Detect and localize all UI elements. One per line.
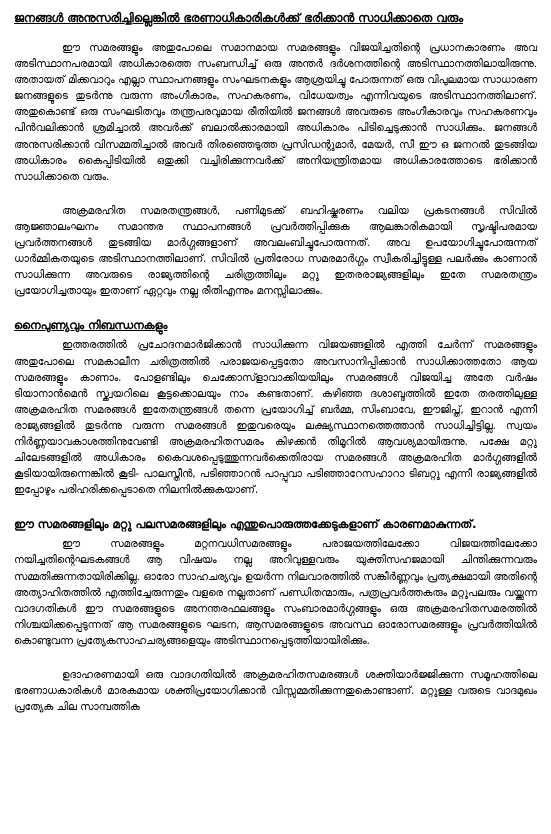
paragraph-3: ഇത്തരത്തിൽ പ്രചോദനമാർജിക്കാൻ സാധിക്കുന്ന വിജയങ്ങളിൽ എത്തി ചേർന്ന് സമരങ്ങളും അതുപോലെ സമകാലീന ചരിത്രത്തിൽ പരാജയപ്പെട്ടതോ അവസാനിപ്പിക്കാൻ സാധിക്കാത്തതോ ആയ സമരങ്ങളും കാണാം. പോളണ്ടിലും ചെക്കോസ്ളാവാക്കിയയിലും സമരങ്ങൾ വിജയിച്ച അതേ വർഷം ടിയാനാൻമെൻ സ്ക്വയറിലെ കൂട്ടക്കൊലയും നാം കണ്ടതാണ്. കഴിഞ്ഞ ദശാബ്ദത്തിൽ ഇതേ തരത്തിലുള്ള അക്രമരഹിത സമരങ്ങൾ ഇതേതന്ത്രങ്ങൾ തന്നെ പ്രയോഗിച്ച് ബർമ്മ, സിംബാവേ, ഈജിപ്ത്, ഇറാൻ എന്നീ രാജ്യങ്ങളിൽ തുടർന്നു വരുന്ന സമരങ്ങൾ ഇതുവരെയും ലക്ഷ്യസ്ഥാനത്തെത്താൻ സാധിച്ചിട്ടില്ല. സ്വയം നിർണ്ണയാവകാശത്തിനുവേണ്ടി അക്രമരഹിതസമരം കിഴക്കൻ തിമൂറിൽ ആവശ്യമായിരുന്നു. പക്ഷേ മറ്റു ചിലേടങ്ങളിൽ അധികാരം കൈവശപ്പെടുത്തുന്നവർക്കെതിരായ സമരങ്ങൾ അക്രമരഹിത മാർഗ്ഗങ്ങളിൽ കൂടിയായിരുന്നെങ്കിൽ കൂടി- പാലസ്തീൻ, പടിഞ്ഞാറൻ പാപ്പുവാ പടിഞ്ഞാറേസഹാറാ ടിബറ്റു എന്നീ രാജ്യങ്ങളിൽ ഇപ്പോഴും പരിഹരിക്കപ്പെടാതെ നിലനിൽക്കുകയാണ്. xyxy=(14,339,537,497)
paragraph-5: ഉദാഹരണമായി ഒരു വാദഗതിയിൽ അക്രമരഹിതസമരങ്ങൾ ശക്തിയാർജ്ജിക്കുന്ന സമൂഹത്തിലെ ഭരണാധകാരികൾ മാരകമായ ശക്തിപ്രയോഗിക്കാൻ വിസ്സമ്മതിക്കുന്നതുകൊണ്ടാണ്. മറ്റുള്ള വരുടെ വാദമുഖം പ്രത്യേക ചില സാമ്പത്തിക xyxy=(14,669,537,714)
section-heading-skills: നൈപുണ്യവും നിബന്ധനകളും xyxy=(14,318,168,333)
section-heading-discrepancies: ഈ സമരങ്ങളിലും മറ്റു പലസമരങ്ങളിലും എന്തുപൊരുത്തക്കേടുകളാണ് കാരണമാകുന്നത്. xyxy=(14,517,477,532)
paragraph-1: ഈ സമരങ്ങളും അതുപോലെ സമാനമായ സമരങ്ങളും വിജയിച്ചതിന്റെ പ്രധാനകാരണം അവ അടിസ്ഥാനപരമായി അധികാരത്തെ സംബന്ധിച്ച് ഒരു അന്തർ ദർശനത്തിന്റെ അടിസ്ഥാനത്തിലായിരുന്നു. അതായത് മിക്കവാറും എല്ലാ സ്ഥാപനങ്ങളും സംഘടനകളും ആശ്രയിച്ചു പോരുന്നത് ഒരു വിപുലമായ സാധാരണ ജനങ്ങളുടെ തുടർന്നു വരുന്ന അംഗീകാരം, സഹകരണം, വിധേയത്വം എന്നിവയുടെ അടിസ്ഥാനത്തിലാണ്. അതുകൊണ്ട് ഒരു സംഘടിതവും തന്ത്രപരവുമായ രീതിയിൽ ജനങ്ങൾ അവരുടെ അംഗീകാരവും സഹകരണവും പിൻവലിക്കാൻ ശ്രമിച്ചാൽ അവർക്ക് ബലാൽക്കാരമായി അധികാരം പിടിച്ചെടുക്കാൻ സാധിക്കും. ജനങ്ങൾ അനുസരിക്കാൻ വിസമ്മതിച്ചാൽ അവർ തിരഞ്ഞെടുത്ത പ്രസിഡന്റുമാർ, മേയർ, സീ ഈ ഒ ജനറൽ തുടങ്ങിയ അധികാരം കൈപ്പിടിയിൽ ഒതുക്കി വച്ചിരിക്കുന്നവർക്ക് അനിയന്ത്രിതമായ അധികാരത്തോടെ ഭരിക്കാൻ സാധിക്കാതെ വരും. xyxy=(14,42,537,183)
paragraph-4: ഈ സമരങ്ങളും മറ്റനവധിസമരങ്ങളും പരാജയത്തിലേക്കോ വിജയത്തിലേക്കോ നയിച്ചതിന്റെഘടകങ്ങൾ ആ വിഷയം നല്ല അറിവുള്ളവരും യുക്തിസഹജമായി ചിന്തിക്കുന്നവരും സമ്മതിക്കുന്നതായിരിക്കില്ല. ഓരോ സാഹചര്യവും ഉയർന്ന നിലവാരത്തിൽ സങ്കീർണ്ണവും പ്രത്യക്ഷമായി അതിന്റെ അത്യാഹിതത്തിൽ എത്തിച്ചേരുന്നതും വളരെ നല്ലതാണ് പണ്ഡിതന്മാരും, പത്രപ്രവർത്തകരും മറ്റുപലരും വയ്ക്കുന്ന വാദഗതികൾ ഈ സമരങ്ങളുടെ അനന്തരഫലങ്ങളും സംബാരമാർഗ്ഗങ്ങളും ഒരു അക്രമരഹിതസമരത്തിൽ നിശ്ചയിക്കപ്പെടുന്നത് ആ സമരങ്ങളുടെ ഘടന, ആസമരങ്ങളുടെ അവസ്ഥ ഓരോസമരങ്ങളും പ്രവർത്തിയിൽ കൊണ്ടുവന്ന പ്രത്യേകസാഹചര്യങ്ങളെയും അടിസ്ഥാനപ്പെടുത്തിയായിരിക്കും. xyxy=(14,538,537,647)
paragraph-2: അക്രമരഹിത സമരതന്ത്രങ്ങൾ, പണിമുടക്ക് ബഹിഷ്കരണം വലിയ പ്രകടനങ്ങൾ സിവിൽ ആജ്ഞാലംഘനം സമാന്തര സ്ഥാപനങ്ങൾ പ്രവർത്തിപ്പിക്കുക ആലങ്കാരികമായി സൃഷ്ടിപരമായ പ്രവർത്തനങ്ങൾ തുടങ്ങിയ മാർഗ്ഗങ്ങളാണ് അവലംബിച്ചുപോരുന്നത്. അവ ഉപയോഗിച്ചുപോരുന്നത് ധാർമ്മികതയുടെ അടിസ്ഥാനത്തിലാണ്. സിവിൽ പ്രതിരോധ സമരമാർഗ്ഗം സ്വീകരിച്ചിട്ടുള്ള പലർക്കും കാണാൻ സാധിക്കുന്ന അവരുടെ രാജ്യത്തിന്റെ ചരിത്രത്തിലും മറ്റു ഇതരരാജ്യങ്ങളിലും ഇതേ സമരതന്ത്രം പ്രയോഗിച്ചതായും ഇതാണ് ഏറ്റവും നല്ല രീതിഎന്നും മനസ്സിലാക്കും. xyxy=(14,204,537,298)
page-title: ജനങ്ങൾ അനുസരിച്ചില്ലെങ്കിൽ ഭരണാധികാരികൾക്ക് ഭരിക്കാൻ സാധിക്കാതെ വരും xyxy=(14,11,464,25)
